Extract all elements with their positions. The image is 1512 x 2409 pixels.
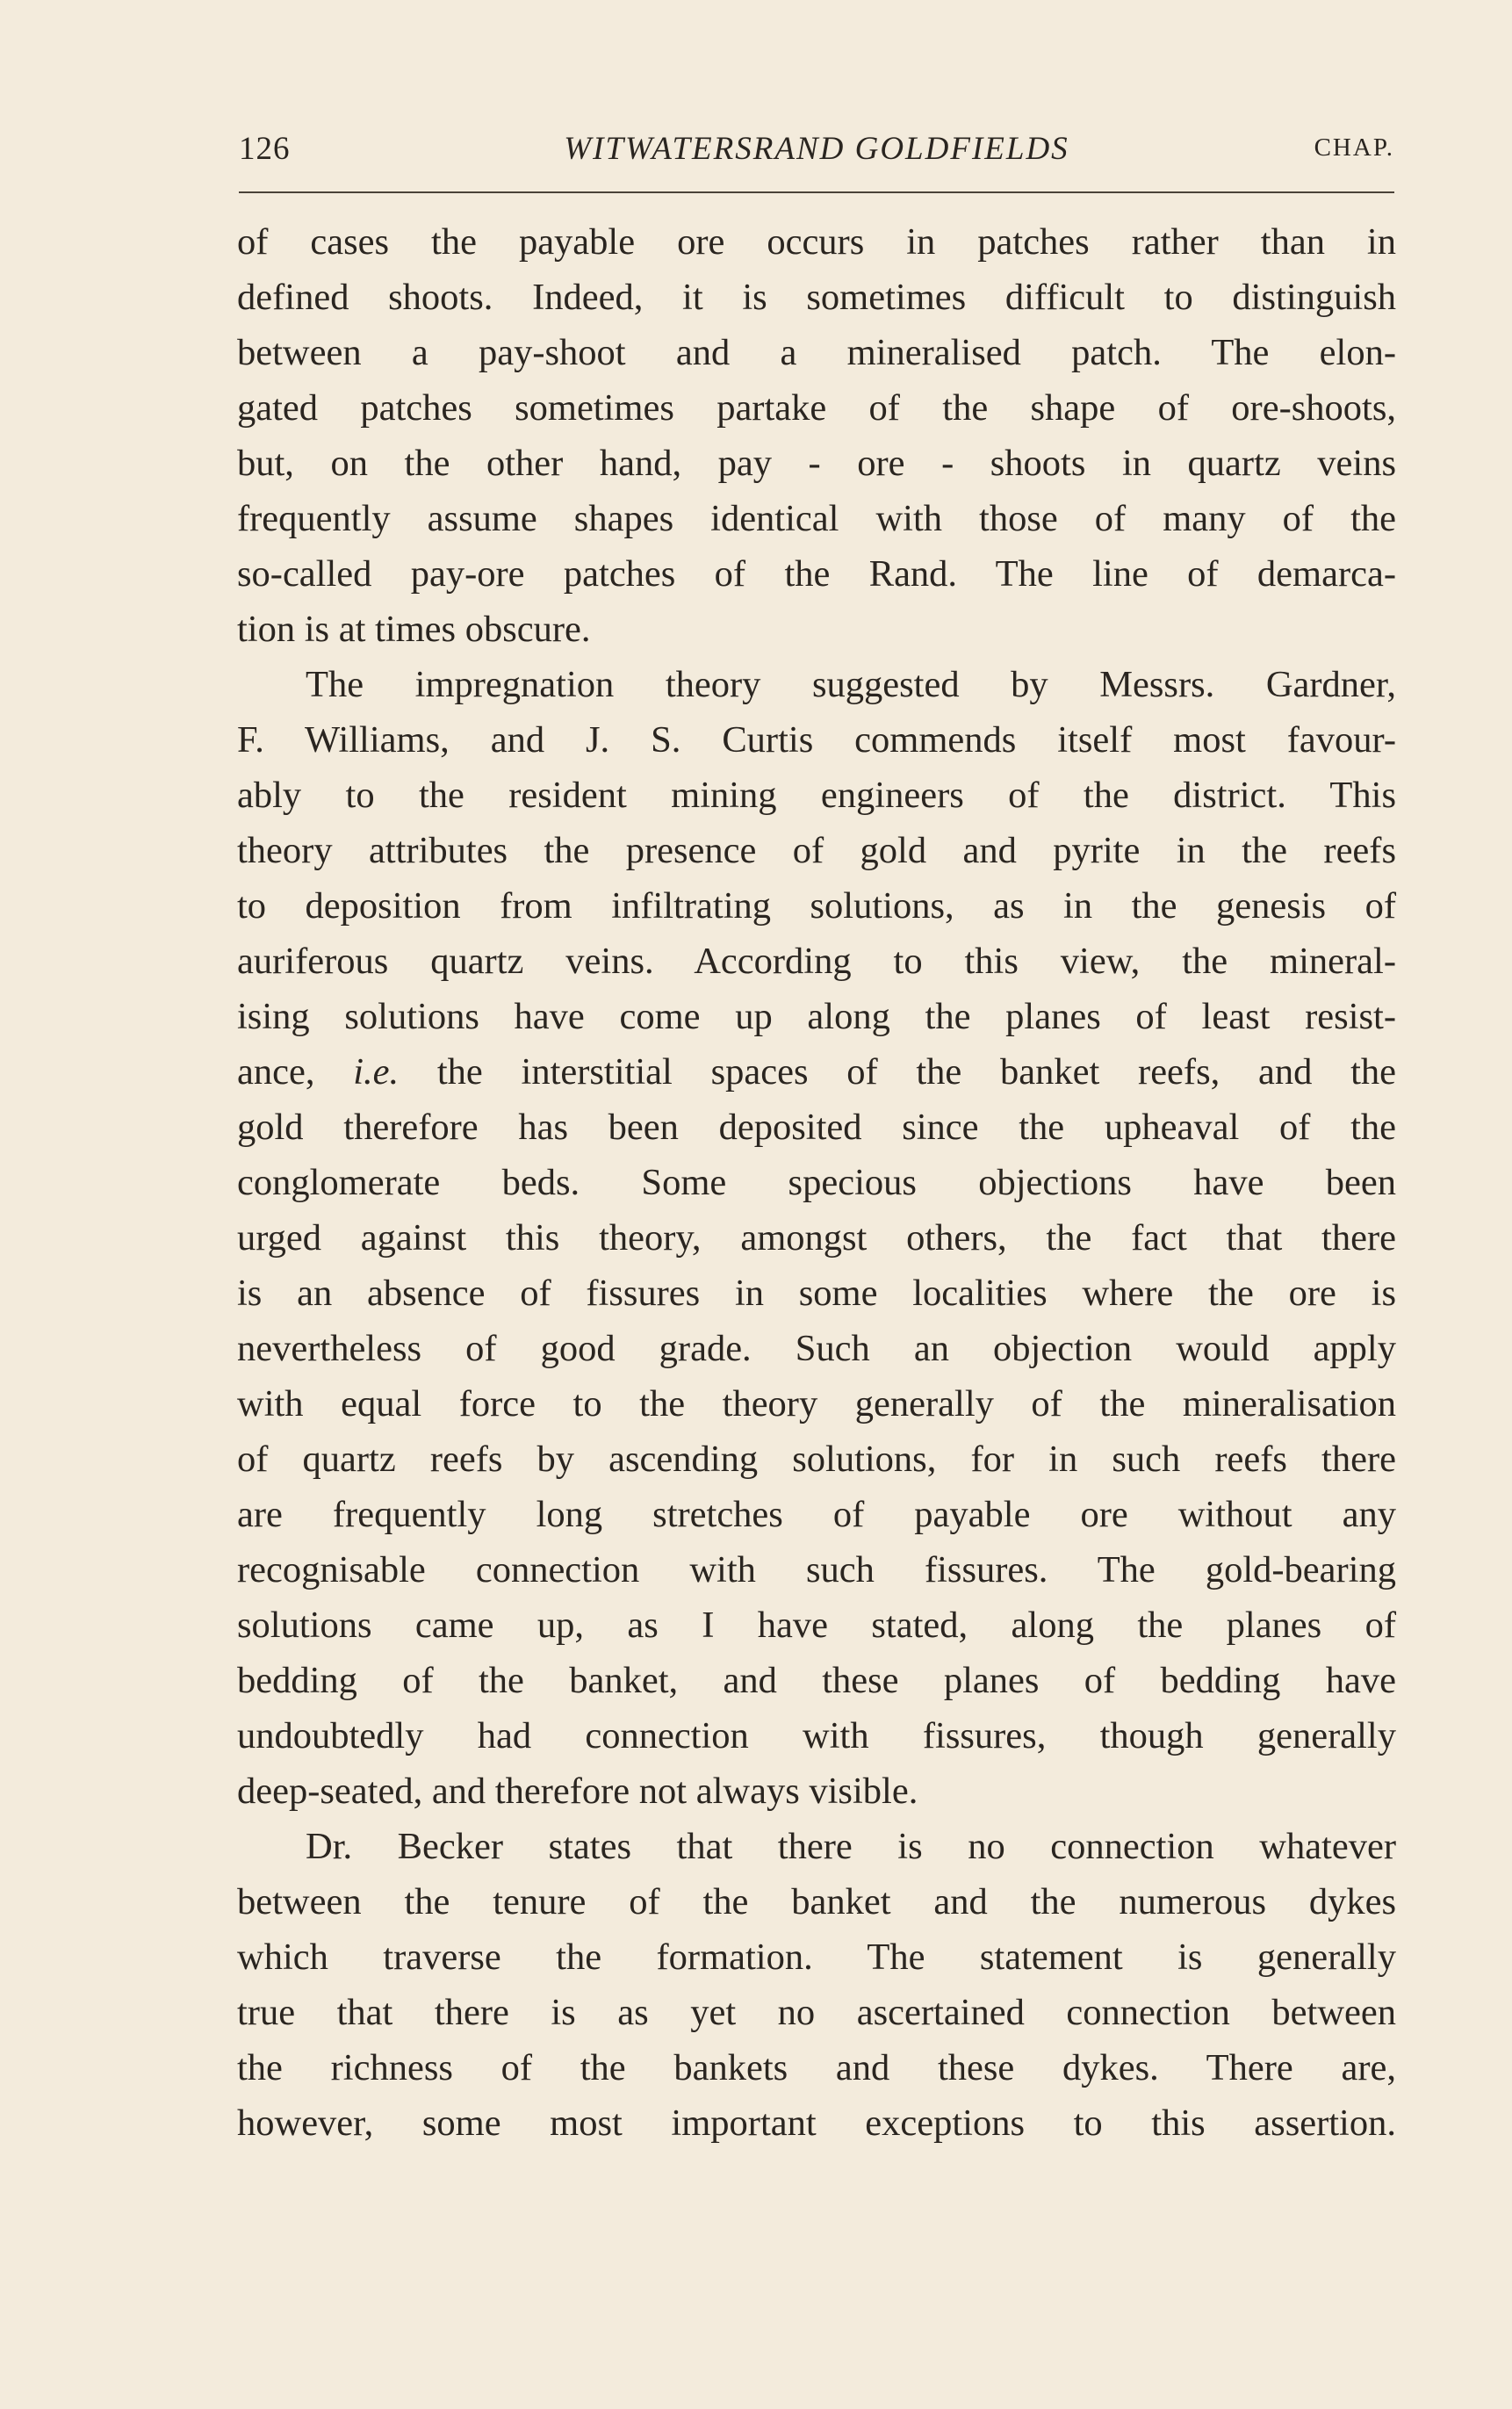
text-line: true that there is as yet no ascertained connection between: [237, 1992, 1396, 2033]
text-line: which traverse the formation. The statement is generally: [237, 1937, 1396, 1978]
text-line: [237, 1044, 1396, 1100]
text-fragment: ance,: [237, 1051, 315, 1093]
paragraph-1: [237, 214, 1396, 657]
text-line: bedding of the banket, and these planes of bedding have: [237, 1660, 1396, 1701]
text-line: of quartz reefs by ascending solutions, for in such reefs there: [237, 1439, 1396, 1480]
page-number: 126: [239, 131, 291, 167]
text-line: however, some most important exceptions to this assertion.: [237, 2102, 1396, 2144]
text-line: defined shoots. Indeed, it is sometimes difficult to distinguish: [237, 277, 1396, 318]
text-line: frequently assume shapes identical with those of many of the: [237, 498, 1396, 539]
text-line: of cases the payable ore occurs in patches rather than in: [237, 221, 1396, 263]
text-line: nevertheless of good grade. Such an objection would apply: [237, 1328, 1396, 1369]
text-fragment: the interstitial spaces of the banket reefs, and the: [436, 1051, 1396, 1093]
text-line: between the tenure of the banket and the numerous dykes: [237, 1881, 1396, 1922]
text-line: The impregnation theory suggested by Messrs. Gardner,: [306, 664, 1396, 705]
text-line: theory attributes the presence of gold and pyrite in the reefs: [237, 830, 1396, 871]
text-line: tion is at times obscure.: [237, 609, 591, 650]
text-line: undoubtedly had connection with fissures, though generally: [237, 1715, 1396, 1756]
text-line: recognisable connection with such fissures. The gold-bearing: [237, 1549, 1396, 1590]
body-text: [237, 214, 1396, 2151]
text-line: to deposition from infiltrating solutions, as in the genesis of: [237, 885, 1396, 927]
text-line: the richness of the bankets and these dykes. There are,: [237, 2047, 1396, 2088]
text-line: F. Williams, and J. S. Curtis commends itself most favour-: [237, 719, 1396, 761]
text-line: conglomerate beds. Some specious objections have been: [237, 1162, 1396, 1203]
text-line: urged against this theory, amongst others, the fact that there: [237, 1217, 1396, 1259]
italic-abbreviation: i.e.: [353, 1051, 400, 1093]
chapter-label: CHAP.: [1314, 133, 1394, 162]
text-line: solutions came up, as I have stated, along the planes of: [237, 1605, 1396, 1646]
text-line: ably to the resident mining engineers of the district. This: [237, 775, 1396, 816]
text-line: Dr. Becker states that there is no connection whatever: [306, 1826, 1396, 1867]
paragraph-2: [237, 657, 1396, 1819]
running-title: WITWATERSRAND GOLDFIELDS: [564, 131, 1069, 167]
text-line: gold therefore has been deposited since the upheaval of the: [237, 1107, 1396, 1148]
text-line: between a pay-shoot and a mineralised patch. The elon-: [237, 332, 1396, 373]
text-line: deep-seated, and therefore not always visible.: [237, 1771, 918, 1812]
header-rule: [239, 191, 1394, 193]
text-line: but, on the other hand, pay - ore - shoots in quartz veins: [237, 443, 1396, 484]
text-line: so-called pay-ore patches of the Rand. The line of demarca-: [237, 553, 1396, 595]
text-line: with equal force to the theory generally of the mineralisation: [237, 1383, 1396, 1424]
running-head: [239, 130, 1394, 174]
text-line: auriferous quartz veins. According to this view, the mineral-: [237, 941, 1396, 982]
text-line: ising solutions have come up along the planes of least resist-: [237, 996, 1396, 1037]
text-line: is an absence of fissures in some localities where the ore is: [237, 1273, 1396, 1314]
text-line: gated patches sometimes partake of the shape of ore-shoots,: [237, 387, 1396, 429]
text-line: are frequently long stretches of payable ore without any: [237, 1494, 1396, 1535]
paragraph-3: [237, 1819, 1396, 2151]
